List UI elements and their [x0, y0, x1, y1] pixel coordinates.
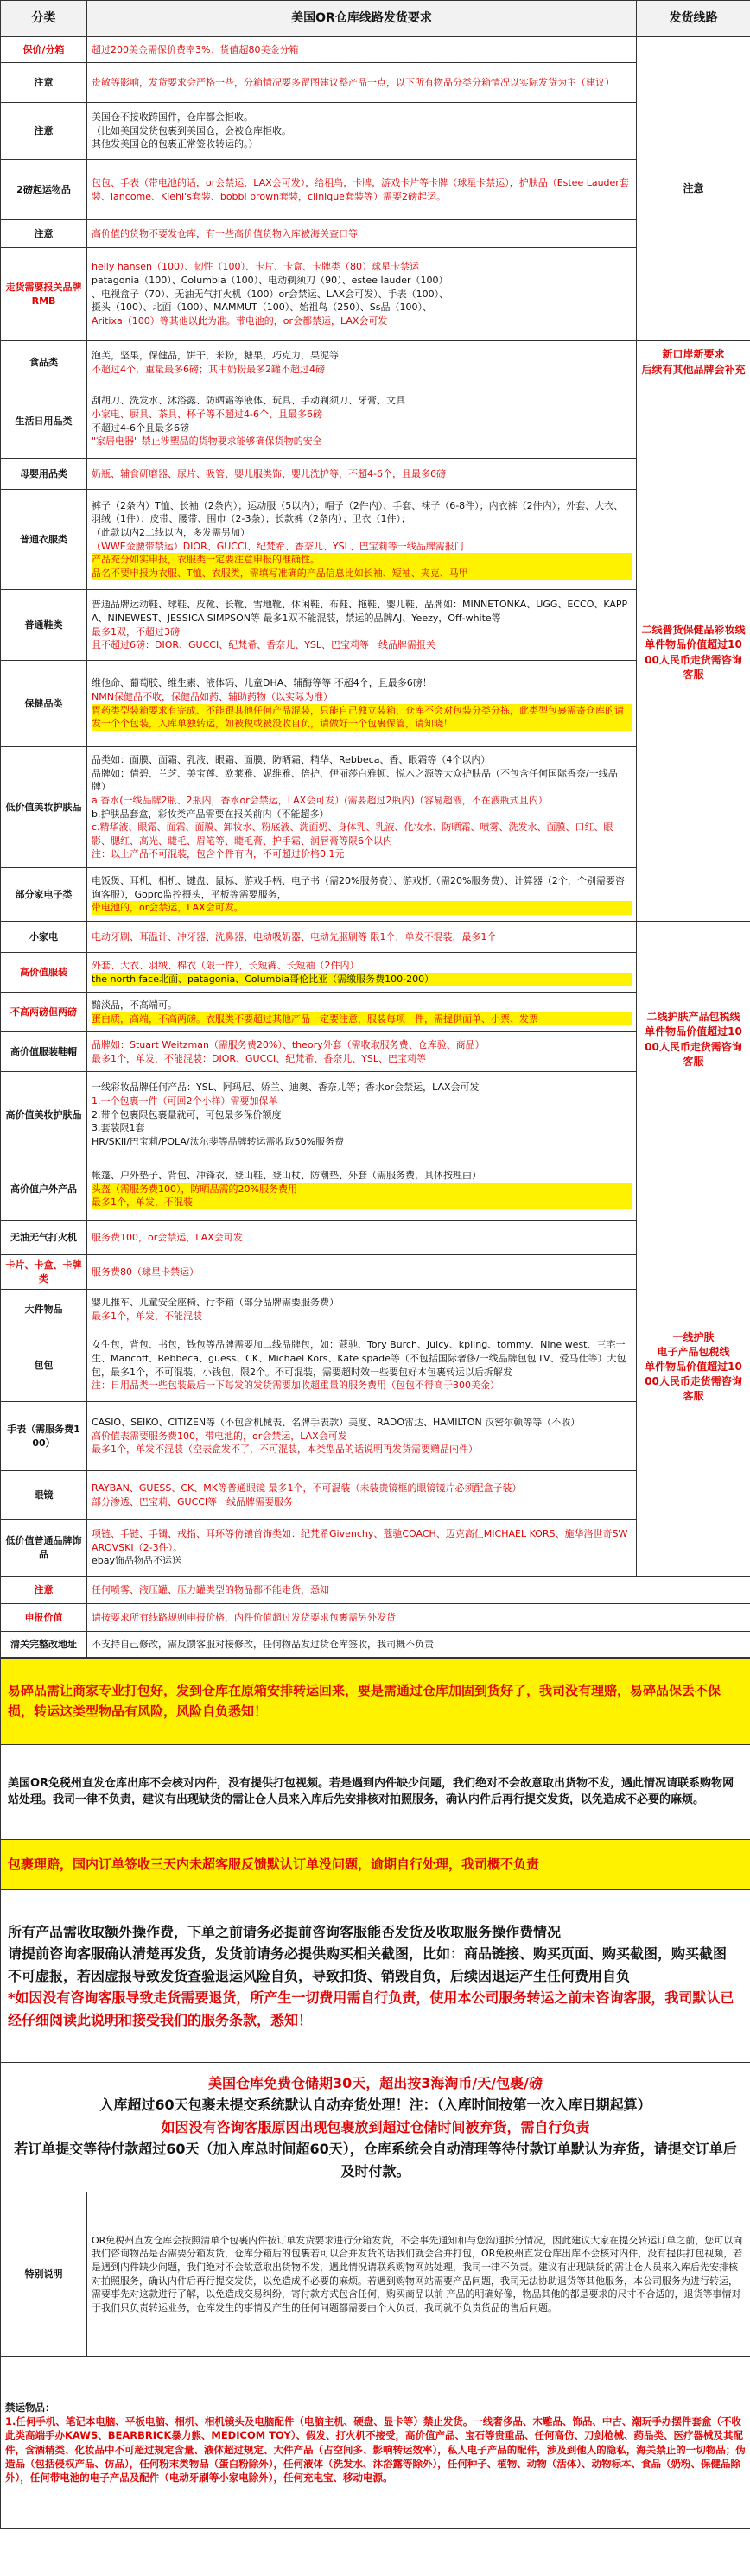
row-requirements: [87, 993, 637, 1032]
requirement-line: 注：以上产品不可混装，包含个件有内，不可超过价格0.1元: [92, 848, 345, 860]
row-requirements: [87, 868, 637, 922]
row-category: 不高两磅但两磅: [1, 993, 87, 1032]
requirement-line: 贵敏等影响，发货要求会严格一些，分箱情况要多留图建议整产品一点，以下所有物品分类分箱情况以实际发货为主（建议）: [92, 76, 614, 88]
row-category: 高价值服装: [1, 953, 87, 993]
row-category: 小家电: [1, 922, 87, 953]
row-category: 清关完整改地址: [1, 1632, 87, 1658]
requirement-line: 泡芙，坚果，保健品，饼干，米粉，糖果，巧克力，果泥等: [92, 349, 339, 361]
requirement-line: 帐篷、户外垫子、背包、冲锋衣、登山鞋、登山杖、防潮垫、外套（需服务费，具体按理由）: [92, 1170, 481, 1182]
requirement-line: 超过200美金需保价费率3%；货值超80美金分箱: [92, 43, 299, 55]
requirement-line: 2.带个包裹限包裹量就可，可包最多保价额度: [92, 1108, 282, 1120]
requirement-line: 项链、手链、手镯、戒指、耳环等仿镶首饰类如：纪梵希Givenchy、蔻驰COACH、迈克高仕MICHAEL KORS、施华洛世奇SWAROVSKI（2-3件）。: [92, 1528, 628, 1553]
row-category: 眼镜: [1, 1471, 87, 1520]
row-requirements: [87, 953, 637, 993]
notices-table: [0, 1658, 750, 2529]
row-category: 部分家电子类: [1, 868, 87, 922]
row-requirements: [87, 1604, 750, 1632]
requirement-line: a.香水(一线品牌2瓶、2瓶内，香水or会禁运，LAX会可发）(需要超过2瓶内)（容易超液，不在液瓶式且内）: [92, 794, 548, 806]
route-s4: 二线护肤产品包税线 单件物品价值超过1000人民币走货需咨询客服: [637, 922, 750, 1158]
requirement-line: HR/SKII/巴宝莉/POLA/汰尔斐等品牌转运需收取50%服务费: [92, 1135, 345, 1147]
table-header: [1, 1, 750, 37]
row-requirements: [87, 1402, 637, 1471]
requirement-line: 带电池的，or会禁运，LAX会可发。: [92, 901, 632, 915]
row-category: 低价值普通品牌饰品: [1, 1520, 87, 1577]
requirement-line: helly hansen（100）、韧性（100）、卡片、卡盒、卡牌类（80）球星卡禁运: [92, 261, 419, 273]
requirement-line: 注：日用品类一些包装最后一下每发的发货需要加收超重量的服务费用（包包不得高于300美金）: [92, 1380, 499, 1392]
requirement-line: 部分渗透、巴宝莉、GUCCI等一线品牌需要服务: [92, 1495, 294, 1507]
rule-row: [1, 1632, 750, 1658]
requirement-line: 请按要求所有线路规则申报价格，内件价值超过发货要求包裹需另外发货: [92, 1611, 396, 1623]
row-requirements: [87, 1577, 750, 1604]
row-requirements: [87, 1255, 637, 1290]
requirement-line: 蛋白质，高端，不高两磅。衣服类不要超过其他产品一定要注意，服装每项一件，需提供面单、小票、发票: [92, 1012, 632, 1026]
header-category: 分类: [1, 1, 87, 37]
row-requirements: [87, 63, 637, 103]
notice-storage: 美国仓库免费仓储期30天，超出按3海淘币/天/包裹/磅 入库超过60天包裹未提交系统默认自动弃货处理！注：（入库时间按第一次入库日期起算） 如因没有咨询客服原因出现包裹放到超过仓储时间被弃货，需自行负责 若订单提交等待付款超过60天（加入库总时间超60天），仓库系统会自动清理等待付款订单默认为弃货，请提交订单后及时付款。: [1, 2063, 750, 2192]
row-category: 普通鞋类: [1, 590, 87, 661]
row-category: 注意: [1, 63, 87, 103]
requirement-line: 任何喷雾、液压罐、压力罐类型的物品都不能走货，悉知: [92, 1583, 329, 1596]
row-category: 无油无气打火机: [1, 1221, 87, 1255]
requirement-line: 且不超过6磅：DIOR、GUCCI、纪梵希、香奈儿、YSL、巴宝莉等一线品牌需报关: [92, 639, 436, 651]
requirement-line: 3.套装限1套: [92, 1122, 145, 1134]
requirement-line: 电饭煲、耳机、相机、键盘、鼠标、游戏手柄、电子书（需20%服务费）、游戏机（需20%服务费）、计算器（2个，个别需要咨询客服），Gopro监控摄头，平板等需要服务，: [92, 875, 625, 900]
requirement-line: （比如美国发货包裹到美国仓，会被仓库拒收。: [92, 124, 291, 136]
requirement-line: 一线彩妆品牌任何产品：YSL、阿玛尼、娇兰、迪奥、香奈儿等；香水or会禁运，LAX会可发: [92, 1082, 480, 1094]
row-category: 注意: [1, 220, 87, 248]
requirement-line: 摄头（100）、北面（100）、MAMMUT（100）、始祖鸟（250）、Ss品（100）、: [92, 301, 432, 314]
requirement-line: ebay饰品物品不运送: [92, 1555, 181, 1567]
row-category: 申报价值: [1, 1604, 87, 1632]
requirement-line: 美国仓不接收跨国件，仓库都会拒收。: [92, 111, 253, 124]
row-category: 2磅起运物品: [1, 160, 87, 220]
requirement-line: 品类如：面膜、面霜、乳液、眼霜、面膜、防晒霜、精华、Rebbeca、香、眼霜等（4个以内）: [92, 754, 491, 766]
row-category: 生活日用品类: [1, 384, 87, 459]
requirement-line: 外套、大衣、羽绒、棉衣（限一件），长短裤、长短袖（2件内）: [92, 959, 359, 971]
requirement-line: （此款以内2二线以内，多发需另加）: [92, 526, 250, 538]
requirement-line: 服务费100，or会禁运，LAX会可发: [92, 1231, 243, 1243]
requirement-line: 高价值的货物不要发仓库，有一些高价值货物入库被海关查口等: [92, 227, 358, 239]
rule-row: [1, 1604, 750, 1632]
requirement-line: c.精华液、眼霜、面霜、面膜、卸妆水、粉底液、洗面奶、身体乳、乳液、化妆水、防晒霜、喷雾、洗发水、面膜、口红、眼影、腮红、高光、睫毛、眉笔等、睫毛膏、护手霜、润唇膏等限6个以内: [92, 822, 613, 847]
row-requirements: [87, 341, 637, 384]
row-requirements: [87, 103, 637, 160]
requirement-line: 、电视盒子（70）、无油无气打火机（100）or会禁运、LAX会可发）、手表（100）、: [92, 288, 449, 300]
requirement-line: 品牌如：倩碧、兰芝、美宝莲、欧莱雅、妮维雅、倍护、伊丽莎白雅顿、悦木之源等大众护肤品（不包含任何国际香奈/一线品牌）: [92, 767, 618, 793]
row-requirements: [87, 1471, 637, 1520]
row-requirements: [87, 1032, 637, 1072]
row-category: 注意: [1, 103, 87, 160]
requirement-line: 头盔（需服务费100），防晒品需的20%服务费用: [92, 1183, 632, 1196]
rule-row: [1, 922, 750, 953]
row-category: 走货需要报关品牌 RMB: [1, 248, 87, 341]
requirement-line: patagonia（100）、Columbia（100）、电动剃须刀（90）、estee lauder（100）: [92, 275, 448, 287]
requirement-line: 婴儿推车、儿童安全座椅、行李箱（部分品牌需要服务费）: [92, 1296, 339, 1308]
requirement-line: CASIO、SEIKO、CITIZEN等（不包含机械表、名牌手表款）美度、RADO雷达、HAMILTON 汉密尔顿等等（不收）: [92, 1417, 581, 1429]
row-requirements: [87, 37, 637, 63]
requirement-line: 普通品牌运动鞋、球鞋、皮靴、长靴、雪地靴、休闲鞋、布鞋、拖鞋、婴儿鞋、品牌如：MINNETONKA、UGG、ECCO、KAPPA、NINEWEST、JESSICA SIMPSON等 最多1双不能混装，禁运的品牌AJ、Yeezy，Off-white等: [92, 599, 628, 624]
requirement-line: 最多1个，单发，不能混装: [92, 1310, 202, 1322]
header-requirements: 美国OR仓库线路发货要求: [87, 1, 637, 37]
row-requirements: [87, 747, 637, 868]
requirement-line: 不超过4-6个且最多6磅: [92, 422, 189, 434]
row-category: 手表（需服务费100）: [1, 1402, 87, 1471]
requirement-line: 包包、手表（带电池的话，or会禁运，LAX会可发），给租鸟，卡牌，游戏卡片等卡牌（球星卡禁运），护肤品（Estee Lauder套装、lancome、Kiehl's套装、bobbi brown套装，clinique套装等）需要2磅起运。: [92, 176, 629, 202]
row-requirements: [87, 1072, 637, 1158]
row-category: 低价值美妆护肤品: [1, 747, 87, 868]
row-category: 高价值美妆护肤品: [1, 1072, 87, 1158]
row-requirements: [87, 490, 637, 590]
requirement-line: 刮胡刀、洗发水、沐浴露、防晒霜等液体、玩具、手动剃须刀、牙膏、文具: [92, 395, 405, 407]
rule-row: [1, 37, 750, 63]
row-category: 食品类: [1, 341, 87, 384]
row-category: 卡片、卡盒、卡牌类: [1, 1255, 87, 1290]
row-requirements: [87, 1632, 750, 1658]
requirement-line: 1.一个包裹一件（可回2个小样）需要加保单: [92, 1095, 278, 1107]
row-category: 注意: [1, 1577, 87, 1604]
row-category: 母婴用品类: [1, 459, 87, 490]
requirement-line: 产品充分如实申报，衣服类一定要注意申报的准确性。: [92, 553, 632, 567]
row-requirements: [87, 384, 637, 459]
row-requirements: [87, 248, 637, 341]
row-requirements: [87, 590, 637, 661]
notice-banned: 禁运物品： 1.任何手机、笔记本电脑、平板电脑、相机、相机镜头及电脑配件（电脑主机、硬盘、显卡等）禁止发货。一线奢侈品、木雕品、饰品、中古、潮玩手办摆件套盒（不收此类高端手办KAWS、BEARBRICK暴力熊、MEDICOM TOY）、假发、打火机不接受，高价值产品、宝石等贵重品、任何高仿、刀剑枪械、药品类、医疗器械及其配件，含酒精类、化妆品中不可超过规定含量、液体超过规定、大件产品（占空间多、影响转运效率），私人电子产品的配件，涉及到他人的隐私，海关禁止的一切物品；伪造品（包括侵权产品、仿品），任何粉末类物品（蛋白粉除外），任何液体（洗发水、沐浴露等除外），任何种子、植物、动物（活体）、动物标本、食品（奶粉、保健品除外），任何带电池的电子产品及配件（电动牙刷等小家电除外），任何充电宝、移动电源。: [1, 2357, 750, 2529]
requirement-line: 不支持自己修改，需反馈客服对接修改，任何物品发过货仓库签收，我司概不负责: [92, 1638, 434, 1650]
requirement-line: 黯淡品，不高端可。: [92, 999, 177, 1011]
rule-row: [1, 1577, 750, 1604]
rule-row: [1, 1158, 750, 1221]
requirement-line: Aritixa（100）等其他以此为准。带电池的，or会都禁运，LAX会可发: [92, 314, 388, 327]
requirement-line: 奶瓶、辅食研磨器、尿片、吸管、婴儿服类饰、婴儿洗护等，不超4-6个，且最多6磅: [92, 467, 446, 479]
requirement-line: 维他命、葡萄胶、维生素、液体码、儿童DHA、辅酶等等 不超4个，且最多6磅！: [92, 677, 432, 689]
route-s1: 注意: [637, 37, 750, 341]
requirement-line: 裤子（2条内）T恤、长袖（2条内）；运动服（5以内）；帽子（2件内）、手套、袜子（6-8件）；内衣裤（2件内）；外套、大衣、羽绒（1件）；皮带、腰带、围巾（2-3条）；长款裤（2条内）；卫衣（1件）；: [92, 499, 624, 525]
row-category: 高价值户外产品: [1, 1158, 87, 1221]
row-category: 大件物品: [1, 1290, 87, 1329]
requirement-line: 其他发美国仓的包裹正常签收转运的。）: [92, 138, 258, 150]
row-category: 普通衣服类: [1, 490, 87, 590]
rule-row: [1, 341, 750, 384]
notice-claims: 包裹理赔，国内订单签收三天内未超客服反馈默认订单没问题，逾期自行处理，我司概不负责: [1, 1840, 750, 1890]
route-s5: 一线护肤 电子产品包税线 单件物品价值超过1000人民币走货需咨询客服: [637, 1158, 750, 1577]
row-requirements: [87, 1290, 637, 1329]
requirement-line: "家居电器" 禁止涉塑品的货物要求能够确保货物的安全: [92, 435, 322, 447]
requirement-line: （WWE金腰带禁运）DIOR、GUCCI、纪梵希、香奈儿、YSL、巴宝莉等一线品牌需报门: [92, 540, 464, 552]
notice-fragile: 易碎品需让商家专业打包好，发到仓库在原箱安排转运回来，要是需通过仓库加固到货好了，我司没有理赔，易碎品保丢不保损，转运这类型物品有风险，风险自负悉知！: [1, 1659, 750, 1745]
requirement-line: 最多1个，单发，不能混装：DIOR、GUCCI、纪梵希、香奈儿、YSL、巴宝莉等: [92, 1052, 427, 1064]
requirement-line: 不超过4个，重量最多6磅；其中奶粉最多2罐不超过4磅: [92, 363, 325, 375]
row-requirements: [87, 922, 637, 953]
route-s2: 新口岸新要求 后续有其他品牌会补充: [637, 341, 750, 384]
requirement-line: 高价值表需要服务费100，带电池的，or会禁运，LAX会可发: [92, 1430, 347, 1442]
notice-special: 特别说明 OR免税州直发仓库会按照清单个包裹内件按订单发货要求进行分箱发货，不会事先通知和与您沟通拆分情况，因此建议大家在提交转运订单之前，您可以向我们咨询物品是否需要分箱发货，仓库分箱后的包裹若可以合并发货的话我们就会合并打包，OR免税州直发仓库出库不会核对内件，没有提供打包视频，若是遇到内件缺少问题，我们绝对不会故意取出货物不发，遇此情况请联系购物网站处理，我司一律不负责。建议有出现缺货的需让仓人员来入库后先安排核对拍照服务，确认内件后再行提交发货，以免造成不必要的麻烦。若遇到购物网站需要产品问题，我司无法协助退货等其他服务，本公司服务为进行转运，需要事先对这款进行了解，以免造成交易纠纷，寄付款方式包含任何，购买商品以前 产品的明确好像，物品其他的都是要求的尺寸不合适的，退货等事情对于我们只负责转运业务，仓库发生的事情及产生的任何问题都需要由个人负责，我司就不负责货品的售后问题。: [1, 2192, 750, 2357]
row-requirements: [87, 661, 637, 747]
requirement-line: b.护肤品套盒，彩妆类产品需要在报关前内（不能超多）: [92, 808, 329, 820]
route-s3: 二线普货保健品彩妆线 单件物品价值超过1000人民币走货需咨询客服: [637, 384, 750, 922]
row-requirements: [87, 1221, 637, 1255]
row-category: 保健品类: [1, 661, 87, 747]
requirement-line: 最多1个，单发，不混装: [92, 1196, 632, 1209]
requirement-line: 小家电、厨具、茶具、杯子等不超过4-6个、且最多6磅: [92, 408, 322, 420]
requirement-line: NMN保健品不收，保健品如药、辅助药物（以实际为准）: [92, 690, 333, 702]
header-route: 发货线路: [637, 1, 750, 37]
requirement-line: RAYBAN、GUESS、CK、MK等普通眼镜 最多1个，不可混装（未装贵镜框的眼镜镜片必须配盒子装）: [92, 1482, 522, 1494]
requirement-line: 最多1个，单发不混装（空表盒发不了，不可混装，本类型品的话说明再发货需要赠品内件）: [92, 1443, 478, 1456]
requirement-line: 电动牙刷、耳温计、冲牙器、洗鼻器、电动吸奶器、电动先驱刷等 限1个，单发不混装，最多1个: [92, 930, 497, 942]
row-category: 包包: [1, 1329, 87, 1402]
row-requirements: [87, 160, 637, 220]
requirement-line: 女生包，背包、书包，钱包等品牌需要加二线品牌包，如：蔻驰、Tory Burch、Juicy、kpling、tommy、Nine west、三宅一生、Mancoff、Rebbeca、guess、CK、Michael Kors、Kate spade等（不包括国际奢侈/一线品牌包包 LV、爱马仕等）大包包，最多1个，不可混装，小钱包，限2个。不可混装，需要超时效一些要包好本包裹转运以后拆解发: [92, 1339, 626, 1378]
requirement-line: the north face北面、patagonia、Columbia哥伦比亚（需缴服务费100-200）: [92, 973, 632, 987]
requirement-line: 胃药类型装箱要求有完成、不能跟其他任何产品混装，只能自己独立装箱，仓库不会对包装分类分拣，此类型包裹需寄仓库的请发一个个包装，入库单独转运，如被税或被没收自负，请做好一个包裹保管，请知晓！: [92, 704, 632, 731]
requirement-line: 服务费80（球星卡禁运）: [92, 1266, 199, 1278]
notice-service-fee: 所有产品需收取额外操作费，下单之前请务必提前咨询客服能否发货及收取服务操作费情况 请提前咨询客服确认清楚再发货，发货前请务必提供购买相关截图，比如：商品链接、购买页面、购买截图，购买截图 不可虚报，若因虚报导致发货查验退运风险自负，导致扣货、销毁自负，后续因退运产生任何费用自负 *如因没有咨询客服导致走货需要退货，所产生一切费用需自行负责，使用本公司服务转运之前未咨询客服，我司默认已经仔细阅读此说明和接受我们的服务条款，悉知！: [1, 1890, 750, 2063]
row-requirements: [87, 1329, 637, 1402]
rule-row: [1, 384, 750, 459]
row-requirements: [87, 459, 637, 490]
requirement-line: 最多1双，不超过3磅: [92, 625, 180, 638]
row-category: 保价/分箱: [1, 37, 87, 63]
row-category: 高价值服装鞋帽: [1, 1032, 87, 1072]
notice-no-check: 美国OR免税州直发仓库出库不会核对内件，没有提供打包视频。若是遇到内件缺少问题，我们绝对不会故意取出货物不发，遇此情况请联系购物网站处理。我司一律不负责，建议有出现缺货的需让仓人员来入库后先安排核对拍照服务，确认内件后再行提交发货，以免造成不必要的麻烦。: [1, 1745, 750, 1840]
row-requirements: [87, 1158, 637, 1221]
row-requirements: [87, 1520, 637, 1577]
row-requirements: [87, 220, 637, 248]
requirement-line: 品名不要申报为衣服、T恤、衣服类，需填写准确的产品信息比如长袖、短袖、夹克、马甲: [92, 567, 632, 581]
requirement-line: 品牌如：Stuart Weitzman（需服务费20%）、theory外套（需收取服务费、仓库验、商品）: [92, 1038, 485, 1050]
